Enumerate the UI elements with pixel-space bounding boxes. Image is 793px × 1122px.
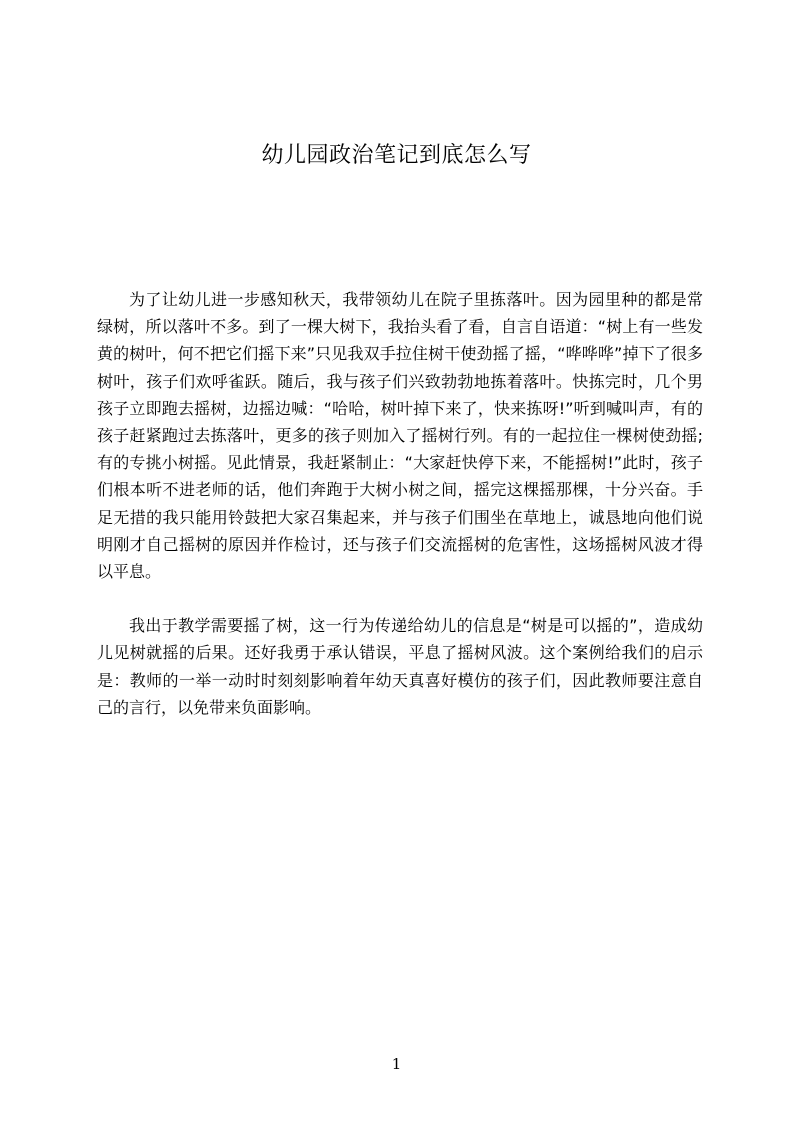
document-body [97, 286, 703, 721]
body-paragraph-1: 为了让幼儿进一步感知秋天，我带领幼儿在院子里拣落叶。因为园里种的都是常绿树，所以落叶不多。到了一棵大树下，我抬头看了看，自言自语道：“树上有一些发黄的树叶，何不把它们摇下来”只见我双手拉住树干使劲摇了摇，“哗哗哗”掉下了很多树叶，孩子们欢呼雀跃。随后，我与孩子们兴致勃勃地拣着落叶。快拣完时，几个男孩子立即跑去摇树，边摇边喊：“哈哈，树叶掉下来了，快来拣呀!”听到喊叫声，有的孩子赶紧跑过去拣落叶，更多的孩子则加入了摇树行列。有的一起拉住一棵树使劲摇;有的专挑小树摇。见此情景，我赶紧制止：“大家赶快停下来，不能摇树!”此时，孩子们根本听不进老师的话，他们奔跑于大树小树之间，摇完这棵摇那棵，十分兴奋。手足无措的我只能用铃鼓把大家召集起来，并与孩子们围坐在草地上，诚恳地向他们说明刚才自己摇树的原因并作检讨，还与孩子们交流摇树的危害性，这场摇树风波才得以平息。 [97, 290, 703, 582]
page-number: 1 [391, 1055, 402, 1073]
document-title: 幼儿园政治笔记到底怎么写 [261, 143, 532, 168]
body-paragraph-2: 我出于教学需要摇了树，这一行为传递给幼儿的信息是“树是可以摇的”，造成幼儿见树就摇的后果。还好我勇于承认错误，平息了摇树风波。这个案例给我们的启示是：教师的一举一动时时刻刻影响着年幼天真喜好模仿的孩子们，因此教师要注意自己的言行，以免带来负面影响。 [97, 616, 703, 717]
